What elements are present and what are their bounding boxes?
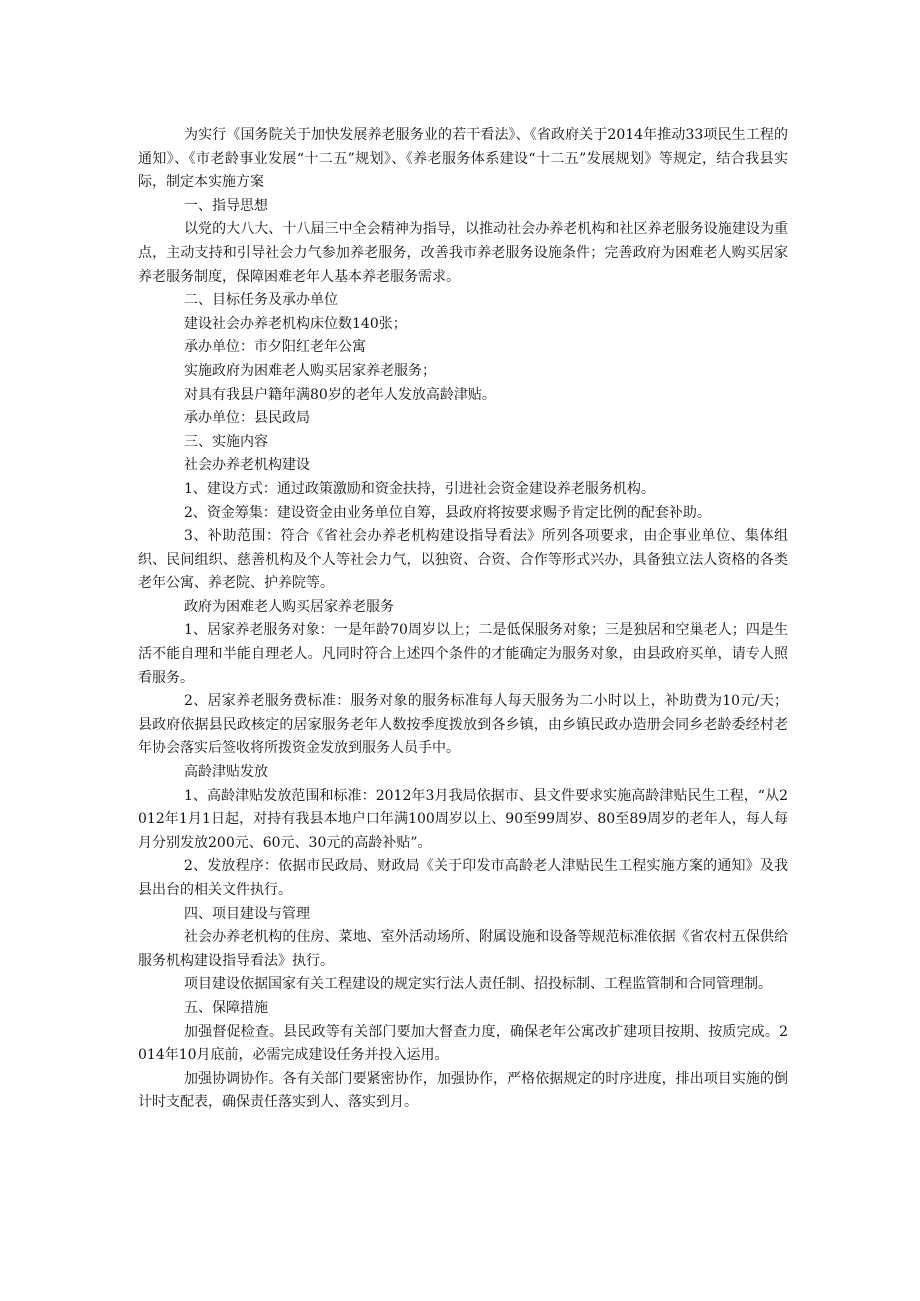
subheading-social-institutions: 社会办养老机构建设 (184, 457, 310, 474)
allowance-line: 对具有我县户籍年满80岁的老年人发放高龄津贴。 (184, 386, 496, 403)
intro-paragraph: 为实行《国务院关于加快发展养老服务业的若干看法》、《省政府关于2014年推动33项民生工程的通知》、《市老龄事业发展“十二五”规划》、《养老服务体系建设“十二五”发展规划》等规定，结合我县实际，制定本实施方案 (138, 127, 788, 191)
home-care-purchase-line: 实施政府为困难老人购买居家养老服务； (184, 362, 436, 379)
coordination-paragraph: 加强协调协作。各有关部门要紧密协作，加强协作，严格依据规定的时序进度，排出项目实施的倒计时支配表，确保责任落实到人、落实到月。 (138, 1070, 788, 1111)
management-system-paragraph: 项目建设依据国家有关工程建设的规定实行法人责任制、招投标制、工程监管制和合同管理制。 (184, 976, 772, 993)
section-heading-content: 三、实施内容 (184, 433, 268, 450)
subsidy-scope-item: 3、补助范围：符合《省社会办养老机构建设指导看法》所列各项要求，由企事业单位、集体组织、民间组织、慈善机构及个人等社会力气，以独资、合资、合作等形式兴办，具备独立法人资格的各类老年公寓、养老院、护养院等。 (138, 528, 788, 592)
subheading-home-care: 政府为困难老人购买居家养老服务 (184, 598, 394, 615)
section-heading-safeguards: 五、保障措施 (184, 999, 268, 1016)
section-heading-guiding-ideology: 一、指导思想 (184, 197, 268, 214)
undertaking-unit-line-2: 承办单位：县民政局 (184, 410, 310, 427)
home-care-target-item: 1、居家养老服务对象：一是年龄70周岁以上；二是低保服务对象；三是独居和空巢老人；四是生活不能自理和半能自理老人。凡同时符合上述四个条件的才能确定为服务对象，由县政府买单，请专人照看服务。 (138, 622, 788, 686)
section-heading-management: 四、项目建设与管理 (184, 905, 310, 922)
home-care-fee-item: 2、居家养老服务费标准：服务对象的服务标准每人每天服务为二小时以上，补助费为10元/天；县政府依据县民政核定的居家服务老年人数按季度拨放到各乡镇，由乡镇民政办造册会同乡老龄委经村老年协会落实后签收将所拨资金发放到服务人员手中。 (138, 693, 788, 757)
target-beds-line: 建设社会办养老机构床位数140张； (184, 315, 407, 332)
allowance-scope-item: 1、高龄津贴发放范围和标准：2012年3月我局依据市、县文件要求实施高龄津贴民生工程，“从2012年1月1日起，对持有我县本地户口年满100周岁以上、90至99周岁、80至89周岁的老年人，每人每月分别发放200元、60元、30元的高龄补贴”。 (138, 787, 788, 851)
funding-item: 2、资金筹集：建设资金由业务单位自筹，县政府将按要求赐予肯定比例的配套补助。 (184, 504, 711, 521)
management-standard-paragraph: 社会办养老机构的住房、菜地、室外活动场所、附属设施和设备等规范标准依据《省农村五保供给服务机构建设指导看法》执行。 (138, 929, 788, 969)
guiding-ideology-paragraph: 以党的大八大、十八届三中全会精神为指导，以推动社会办养老机构和社区养老服务设施建设为重点，主动支持和引导社会力气参加养老服务，改善我市养老服务设施条件；完善政府为困难老人购买居家养老服务制度，保障困难老年人基本养老服务需求。 (138, 221, 788, 285)
undertaking-unit-line-1: 承办单位：市夕阳红老年公寓 (184, 339, 366, 356)
supervision-paragraph: 加强督促检查。县民政等有关部门要加大督查力度，确保老年公寓改扩建项目按期、按质完成。2014年10月底前，必需完成建设任务并投入运用。 (138, 1023, 788, 1064)
construction-method-item: 1、建设方式：通过政策激励和资金扶持，引进社会资金建设养老服务机构。 (184, 480, 655, 497)
allowance-procedure-item: 2、发放程序：依据市民政局、财政局《关于印发市高龄老人津贴民生工程实施方案的通知》及我县出台的相关文件执行。 (138, 858, 788, 898)
document-body (138, 124, 788, 1115)
subheading-allowance: 高龄津贴发放 (184, 764, 268, 781)
section-heading-targets: 二、目标任务及承办单位 (184, 292, 338, 309)
